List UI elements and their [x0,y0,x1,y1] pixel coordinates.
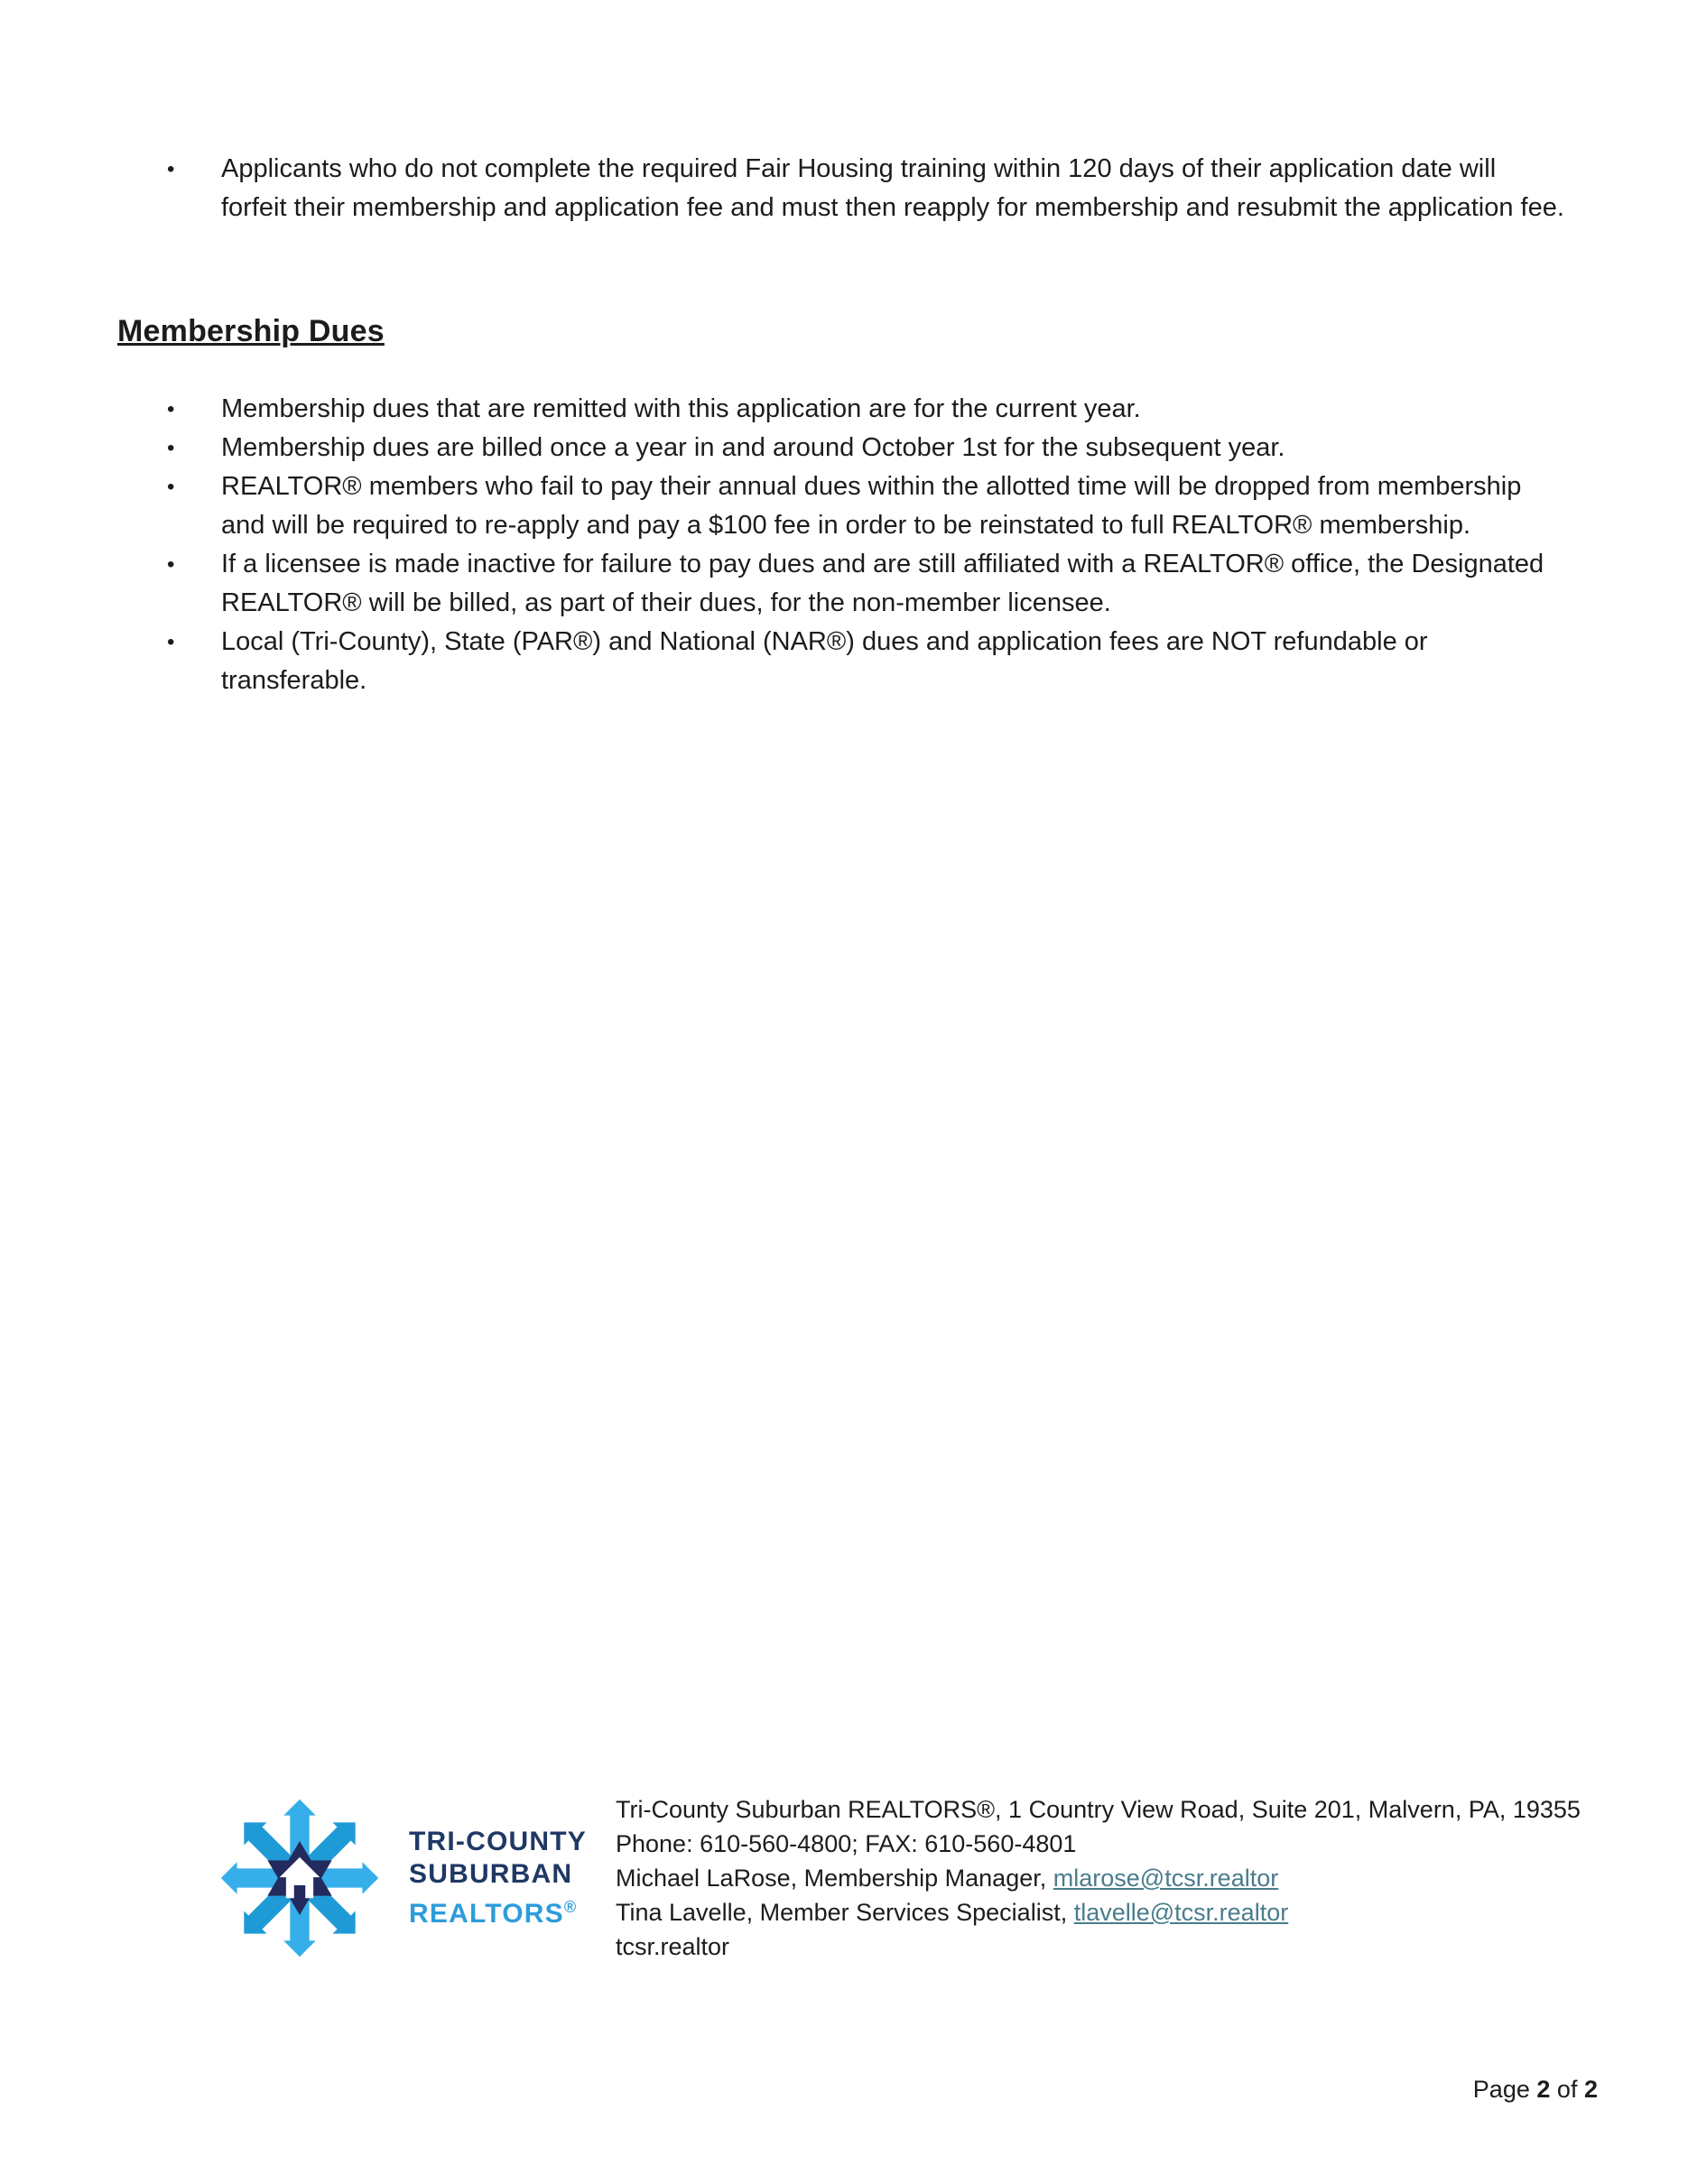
bullet-icon: • [167,157,175,181]
contact-phone-fax: Phone: 610-560-4800; FAX: 610-560-4801 [616,1830,1077,1857]
list-item [167,467,1564,545]
list-item [167,623,1564,700]
snowflake-house-logo-icon [219,1798,380,1958]
logo-line-suburban: SUBURBAN [409,1859,573,1889]
page-number-total: 2 [1583,2076,1598,2103]
intro-bullet-list [167,150,1564,227]
bullet-text: Local (Tri-County), State (PAR®) and National (NAR®) dues and application fees are NOT refundable or transferable. [221,627,1428,695]
page-number-separator: of [1556,2076,1578,2103]
list-item [167,150,1564,227]
page-number-current: 2 [1536,2076,1551,2103]
organization-logo [219,1798,587,1958]
bullet-text: If a licensee is made inactive for failure to pay dues and are still affiliated with a REALTOR® office, the Designated REALTOR® will be billed, as part of their dues, for the non-member licensee. [221,550,1544,617]
logo-line-tri-county: TRI-COUNTY [409,1827,587,1856]
bullet-icon: • [167,475,175,499]
page-number-prefix: Page [1472,2076,1530,2103]
bullet-icon: • [167,436,175,460]
bullet-text: Applicants who do not complete the required Fair Housing training within 120 days of their application date will forfeit their membership and application fee and must then reapply for membership and resubmit the application fee. [221,154,1564,222]
manager-email-link[interactable]: mlarose@tcsr.realtor [1053,1865,1279,1892]
contact-specialist-line [616,1895,1581,1930]
contact-website: tcsr.realtor [616,1933,730,1960]
list-item [167,429,1564,467]
manager-name-title: Michael LaRose, Membership Manager, [616,1865,1047,1892]
section-heading: Membership Dues [117,314,385,348]
bullet-icon: • [167,397,175,421]
list-item [167,390,1564,429]
specialist-email-link[interactable]: tlavelle@tcsr.realtor [1073,1899,1289,1926]
contact-manager-line [616,1861,1581,1895]
bullet-icon: • [167,552,175,577]
dues-bullet-list [167,390,1564,700]
bullet-icon: • [167,630,175,654]
bullet-text: REALTOR® members who fail to pay their annual dues within the allotted time will be dropped from membership and will be required to re-apply and pay a $100 fee in order to be reinstated to full REALTOR® membership. [221,472,1522,540]
specialist-name-title: Tina Lavelle, Member Services Specialist, [616,1899,1068,1926]
logo-realtors-text: REALTORS [409,1899,564,1929]
registered-mark: ® [563,1898,578,1916]
page-number [1473,2076,1598,2104]
logo-wordmark [409,1826,587,1930]
bullet-text: Membership dues that are remitted with this application are for the current year. [221,394,1141,423]
contact-block [616,1792,1581,1964]
list-item [167,545,1564,623]
contact-address: Tri-County Suburban REALTORS®, 1 Country View Road, Suite 201, Malvern, PA, 19355 [616,1796,1581,1823]
bullet-text: Membership dues are billed once a year in and around October 1st for the subsequent year. [221,433,1285,462]
logo-line-realtors [409,1891,587,1930]
